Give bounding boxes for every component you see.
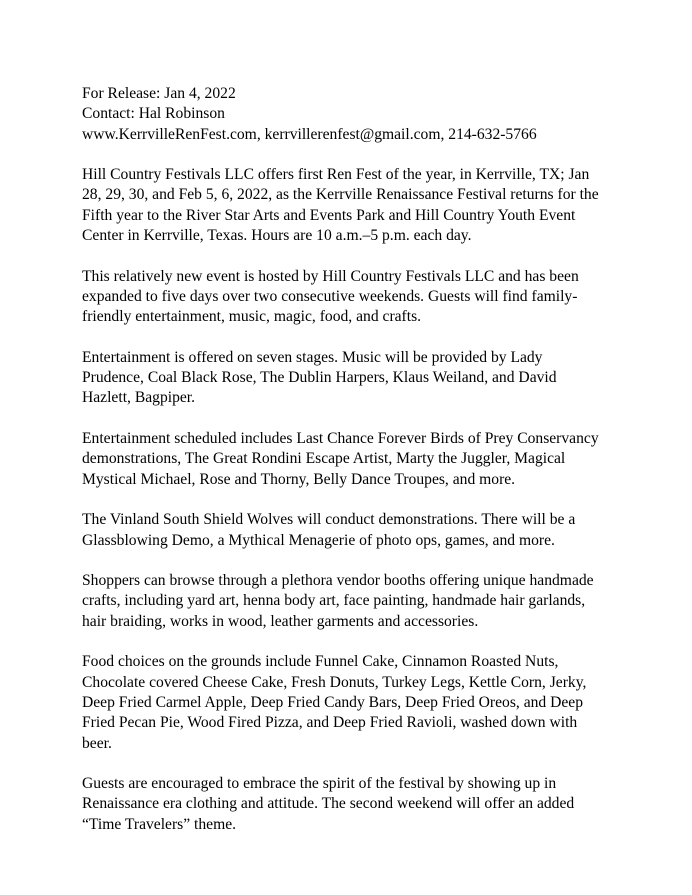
paragraph-line: The Vinland South Shield Wolves will conduct demonstrations. There will be a — [82, 511, 576, 529]
paragraph-line: Mystical Michael, Rose and Thorny, Belly Dance Troupes, and more. — [82, 470, 516, 488]
press-release-page — [82, 84, 642, 855]
paragraph-line: friendly entertainment, music, magic, food, and crafts. — [82, 308, 422, 326]
paragraph-line: expanded to five days over two consecutive weekends. Guests will find family- — [82, 287, 578, 305]
paragraph-line: Hazlett, Bagpiper. — [82, 389, 196, 407]
paragraph-line: Entertainment is offered on seven stages. Music will be provided by Lady — [82, 348, 543, 366]
paragraph-line: Glassblowing Demo, a Mythical Menagerie of photo ops, games, and more. — [82, 531, 555, 549]
paragraph-line: Hill Country Festivals LLC offers first Ren Fest of the year, in Kerrville, TX; Jan — [82, 166, 590, 184]
contact-name: Contact: Hal Robinson — [82, 105, 225, 123]
contact-details: www.KerrvilleRenFest.com, kerrvillerenfest@gmail.com, 214-632-5766 — [82, 125, 537, 143]
paragraph-line: Food choices on the grounds include Funnel Cake, Cinnamon Roasted Nuts, — [82, 653, 559, 671]
paragraph-line: hair braiding, works in wood, leather garments and accessories. — [82, 612, 479, 630]
paragraph-line: Deep Fried Carmel Apple, Deep Fried Candy Bars, Deep Fried Oreos, and Deep — [82, 693, 584, 711]
paragraph-event-overview — [82, 165, 642, 246]
paragraph-line: Prudence, Coal Black Rose, The Dublin Harpers, Klaus Weiland, and David — [82, 369, 557, 387]
paragraph-line: Chocolate covered Cheese Cake, Fresh Donuts, Turkey Legs, Kettle Corn, Jerky, — [82, 673, 587, 691]
paragraph-demonstrations — [82, 510, 642, 551]
paragraph-line: “Time Travelers” theme. — [82, 815, 237, 833]
paragraph-line: Shoppers can browse through a plethora vendor booths offering unique handmade — [82, 572, 594, 590]
release-date: For Release: Jan 4, 2022 — [82, 85, 236, 102]
paragraph-line: Center in Kerrville, Texas. Hours are 10 a.m.–5 p.m. each day. — [82, 227, 472, 245]
paragraph-line: Guests are encouraged to embrace the spirit of the festival by showing up in — [82, 775, 557, 793]
paragraph-costume-theme — [82, 774, 642, 835]
paragraph-music — [82, 348, 642, 409]
paragraph-event-host — [82, 267, 642, 328]
paragraph-food — [82, 652, 642, 753]
paragraph-line: 28, 29, 30, and Feb 5, 6, 2022, as the Kerrville Renaissance Festival returns for the — [82, 186, 599, 204]
paragraph-line: Entertainment scheduled includes Last Chance Forever Birds of Prey Conservancy — [82, 430, 599, 448]
paragraph-entertainment — [82, 429, 642, 490]
paragraph-line: demonstrations, The Great Rondini Escape Artist, Marty the Juggler, Magical — [82, 450, 566, 468]
paragraph-line: beer. — [82, 734, 112, 752]
paragraph-shopping — [82, 571, 642, 632]
paragraph-line: Fifth year to the River Star Arts and Events Park and Hill Country Youth Event — [82, 206, 576, 224]
paragraph-line: Fried Pecan Pie, Wood Fired Pizza, and Deep Fried Ravioli, washed down with — [82, 714, 578, 732]
paragraph-line: Renaissance era clothing and attitude. The second weekend will offer an added — [82, 795, 575, 813]
paragraph-line: crafts, including yard art, henna body art, face painting, handmade hair garlands, — [82, 592, 586, 610]
paragraph-line: This relatively new event is hosted by Hill Country Festivals LLC and has been — [82, 267, 579, 285]
release-header — [82, 84, 642, 145]
